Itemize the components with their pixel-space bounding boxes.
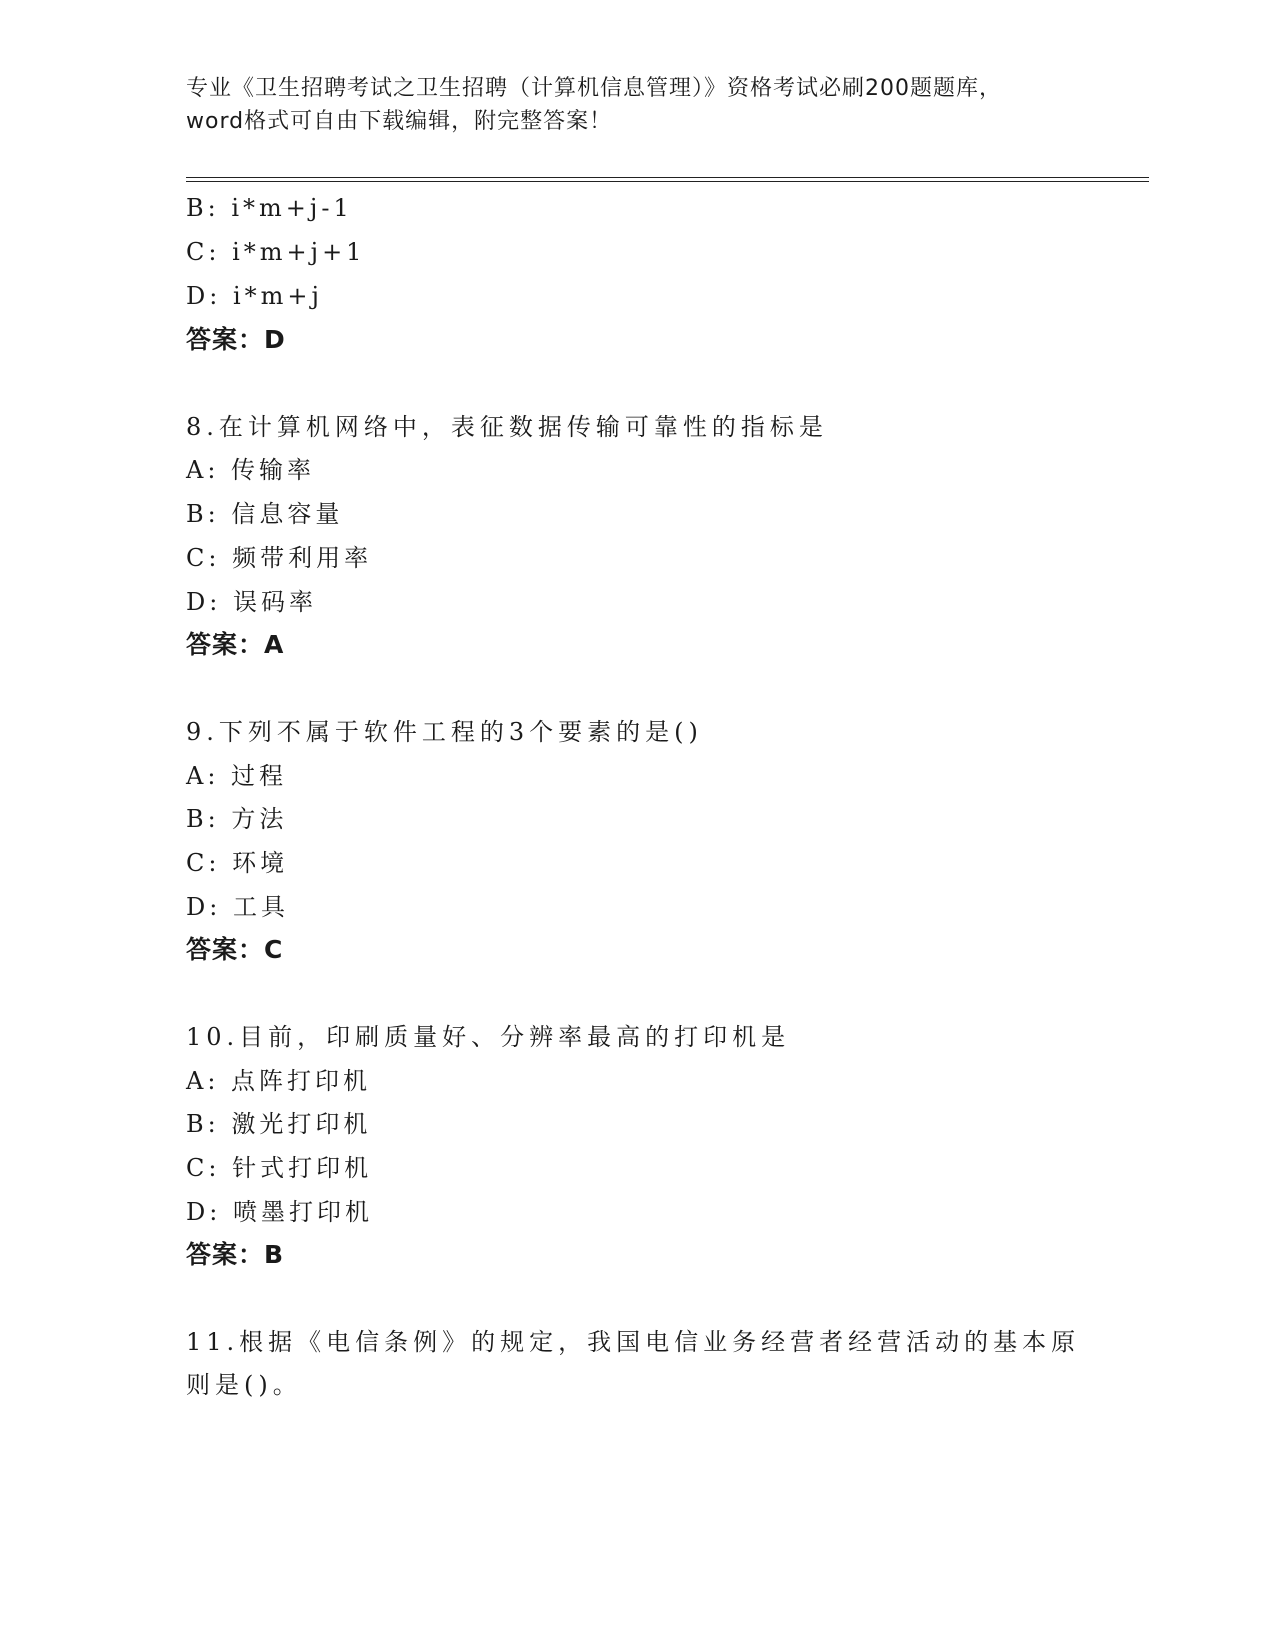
q9-question: 9.下列不属于软件工程的3个要素的是() bbox=[186, 718, 703, 746]
q7-option-d: D: i*m+j bbox=[186, 282, 323, 310]
q8-option-d: D: 误码率 bbox=[186, 588, 317, 616]
header-line-2: word格式可自由下载编辑，附完整答案！ bbox=[186, 109, 613, 134]
header-divider bbox=[186, 177, 1149, 182]
q8-option-a: A: 传输率 bbox=[186, 456, 316, 484]
q9-option-a: A: 过程 bbox=[186, 762, 288, 790]
q10-option-d: D: 喷墨打印机 bbox=[186, 1198, 373, 1226]
q11-question-line-1: 11.根据《电信条例》的规定，我国电信业务经营者经营活动的基本原 bbox=[186, 1328, 1081, 1356]
q10-question: 10.目前，印刷质量好、分辨率最高的打印机是 bbox=[186, 1023, 791, 1051]
q7-option-c: C: i*m+j+1 bbox=[186, 238, 366, 266]
document-header bbox=[186, 72, 1066, 138]
q8-option-c: C: 频带利用率 bbox=[186, 544, 373, 572]
header-line-1: 专业《卫生招聘考试之卫生招聘（计算机信息管理）》资格考试必刷200题题库， bbox=[186, 76, 1002, 101]
q10-option-a: A: 点阵打印机 bbox=[186, 1067, 372, 1095]
q10-answer: 答案：B bbox=[186, 1240, 285, 1269]
q7-option-b: B: i*m+j-1 bbox=[186, 194, 353, 222]
q10-option-b: B: 激光打印机 bbox=[186, 1110, 372, 1138]
q11-question-line-2: 则是()。 bbox=[186, 1371, 302, 1399]
q9-option-d: D: 工具 bbox=[186, 893, 289, 921]
q9-option-b: B: 方法 bbox=[186, 805, 288, 833]
q8-option-b: B: 信息容量 bbox=[186, 500, 344, 528]
q9-option-c: C: 环境 bbox=[186, 849, 289, 877]
q8-answer: 答案：A bbox=[186, 630, 285, 659]
q8-question: 8.在计算机网络中，表征数据传输可靠性的指标是 bbox=[186, 413, 828, 441]
q10-option-c: C: 针式打印机 bbox=[186, 1154, 373, 1182]
q9-answer: 答案：C bbox=[186, 935, 284, 964]
q7-answer: 答案：D bbox=[186, 325, 286, 354]
